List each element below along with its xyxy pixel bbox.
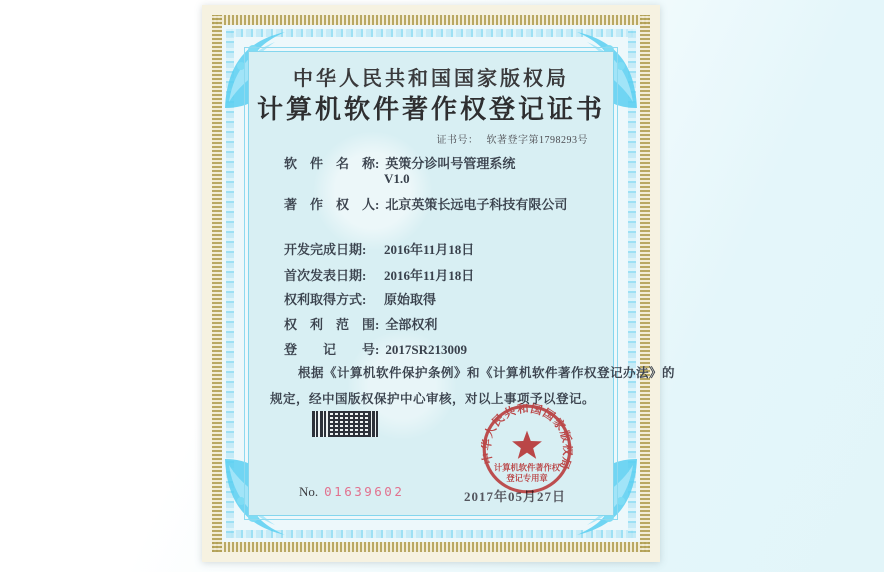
serial-number-line	[299, 484, 404, 500]
field-row-copyright-owner	[284, 194, 567, 213]
barcode-graphic	[312, 411, 378, 437]
field-value: 原始取得	[384, 292, 437, 307]
field-value: 2017SR213009	[385, 342, 467, 357]
field-value: 2016年11月18日	[384, 268, 475, 283]
gold-border-bottom	[212, 542, 650, 552]
gold-border-top	[212, 15, 650, 25]
field-label: 开发完成日期:	[284, 242, 367, 257]
field-label: 首次发表日期:	[284, 268, 367, 283]
field-row-rights-scope	[284, 314, 437, 333]
field-label: 登 记 号:	[284, 342, 380, 357]
field-label: 著 作 权 人:	[284, 197, 380, 212]
statement-line-1: 根据《计算机软件保护条例》和《计算机软件著作权登记办法》的	[298, 366, 676, 380]
issue-date: 2017年05月27日	[464, 489, 567, 504]
field-value: 2016年11月18日	[384, 242, 475, 257]
field-label: 权利取得方式:	[284, 292, 367, 307]
barcode-bars	[312, 411, 328, 437]
seal-line-1: 计算机软件著作权	[493, 463, 561, 473]
seal-ring-text: 中华人民共和国国家版权局	[481, 403, 573, 472]
field-label: 权 利 范 围:	[284, 317, 380, 332]
certificate-title: 计算机软件著作权登记证书	[256, 95, 605, 124]
field-row-rights-acquisition	[284, 289, 436, 308]
certificate-paper	[202, 5, 676, 562]
field-row-dev-complete-date	[284, 239, 474, 258]
field-value: 北京英策长远电子科技有限公司	[385, 197, 568, 212]
software-version: V1.0	[384, 171, 410, 186]
field-row-software-name	[284, 153, 515, 172]
issuer-title: 中华人民共和国国家版权局	[293, 68, 569, 90]
official-seal-stamp	[481, 403, 573, 495]
serial-digits: 01639602	[324, 484, 405, 499]
barcode-bars	[369, 411, 378, 437]
barcode-matrix	[328, 411, 369, 437]
statement-line-2: 规定，经中国版权保护中心审核，对以上事项予以登记。	[270, 392, 596, 406]
field-label: 软 件 名 称:	[284, 156, 380, 171]
certificate-number-value: 软著登字第1798293号	[486, 135, 588, 146]
star-icon	[512, 431, 542, 459]
serial-label: No.	[299, 484, 319, 499]
seal-line-2: 登记专用章	[506, 474, 548, 484]
field-value: 全部权利	[385, 317, 438, 332]
certificate-number-line	[437, 131, 589, 146]
field-row-registration-number	[284, 339, 467, 358]
field-value: 英策分诊叫号管理系统	[385, 156, 516, 171]
field-row-first-publish-date	[284, 265, 474, 284]
certificate-number-label: 证书号：	[436, 135, 479, 146]
